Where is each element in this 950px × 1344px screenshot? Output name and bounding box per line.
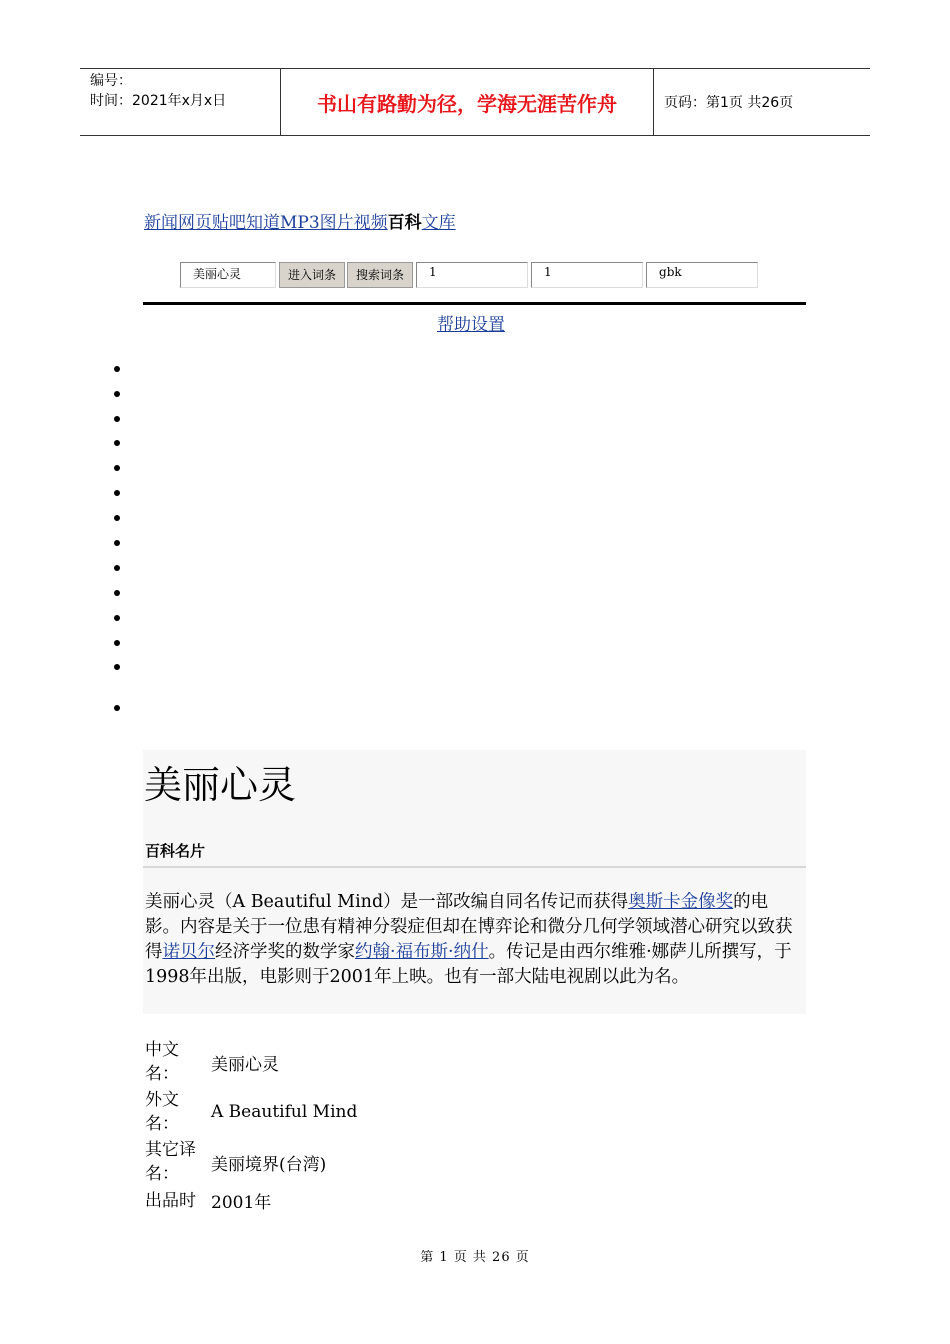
list-item — [114, 515, 120, 521]
list-item — [114, 465, 120, 471]
param-field-2[interactable]: 1 — [531, 262, 643, 288]
info-value: 美丽境界(台湾) — [211, 1154, 327, 1175]
help-settings — [437, 310, 505, 335]
info-row-chinese-name — [145, 1038, 357, 1086]
link-nobel[interactable]: 诺贝尔 — [162, 942, 215, 962]
page-footer: 第 1 页 共 26 页 — [420, 1250, 530, 1265]
divider — [143, 302, 806, 305]
info-row-other-names — [145, 1138, 357, 1186]
nav-link-tieba[interactable]: 贴吧 — [212, 213, 246, 233]
search-entry-button[interactable]: 搜索词条 — [347, 262, 413, 288]
info-key: 出品时 — [145, 1190, 196, 1211]
info-key: 中文名： — [145, 1040, 179, 1084]
top-nav — [144, 208, 456, 233]
header-motto: 书山有路勤为径，学海无涯苦作舟 — [281, 69, 654, 135]
list-item — [114, 391, 120, 397]
card-label: 百科名片 — [145, 842, 206, 860]
list-item — [114, 705, 120, 711]
list-item — [114, 540, 120, 546]
search-bar — [180, 262, 761, 290]
list-item — [114, 664, 120, 670]
summary-text: 。传记是由西尔维雅·娜萨儿所撰写，于1998年出版，电影则于2001年上映。也有一部大陆电视剧以此为名。 — [145, 942, 792, 987]
info-table — [145, 1038, 357, 1215]
list-item — [114, 440, 120, 446]
info-key: 外文名： — [145, 1090, 179, 1134]
list-item — [114, 366, 120, 372]
info-row-foreign-name — [145, 1088, 357, 1136]
list-item — [114, 565, 120, 571]
info-value: 2001年 — [211, 1193, 272, 1213]
help-settings-link[interactable]: 帮助设置 — [437, 315, 505, 335]
link-john-nash[interactable]: 约翰·福布斯·纳什 — [355, 942, 489, 962]
list-item — [114, 416, 120, 422]
nav-link-news[interactable]: 新闻 — [144, 213, 178, 233]
encoding-field[interactable]: gbk — [646, 262, 758, 288]
search-input[interactable]: 美丽心灵 — [180, 262, 276, 288]
list-item — [114, 590, 120, 596]
header-page-info: 页码：第1页 共26页 — [664, 95, 794, 111]
serial-label: 编号： — [90, 73, 132, 89]
nav-link-mp3[interactable]: MP3 — [280, 213, 320, 233]
list-item — [114, 615, 120, 621]
entry-summary — [143, 868, 806, 1014]
header-meta — [80, 69, 281, 135]
nav-link-zhidao[interactable]: 知道 — [246, 213, 280, 233]
list-item — [114, 490, 120, 496]
enter-entry-button[interactable]: 进入词条 — [279, 262, 345, 288]
list-item — [114, 640, 120, 646]
link-oscar[interactable]: 奥斯卡金像奖 — [628, 892, 734, 912]
nav-current-baike: 百科 — [387, 213, 422, 233]
time-label: 时间：2021年x月x日 — [90, 93, 227, 109]
nav-link-web[interactable]: 网页 — [178, 213, 212, 233]
nav-link-video[interactable]: 视频 — [353, 213, 388, 233]
info-row-release-time — [145, 1188, 357, 1213]
summary-text: 的电影。内容是关于一位患有精神分裂症但却在博弈论和微分几何学领域潜心研究以致获得 — [145, 892, 793, 962]
param-field-1[interactable]: 1 — [416, 262, 528, 288]
info-value: 美丽心灵 — [211, 1054, 279, 1075]
info-value: A Beautiful Mind — [211, 1102, 358, 1122]
summary-text: 美丽心灵（A Beautiful Mind）是一部改编自同名传记而获得 — [145, 892, 629, 912]
nav-link-wenku[interactable]: 文库 — [421, 213, 456, 233]
summary-text: 经济学奖的数学家 — [215, 942, 355, 962]
info-key: 其它译名： — [145, 1140, 196, 1184]
document-header — [80, 68, 870, 136]
entry-title-block — [143, 750, 806, 868]
nav-link-images[interactable]: 图片 — [319, 213, 354, 233]
page-title: 美丽心灵 — [144, 763, 297, 807]
